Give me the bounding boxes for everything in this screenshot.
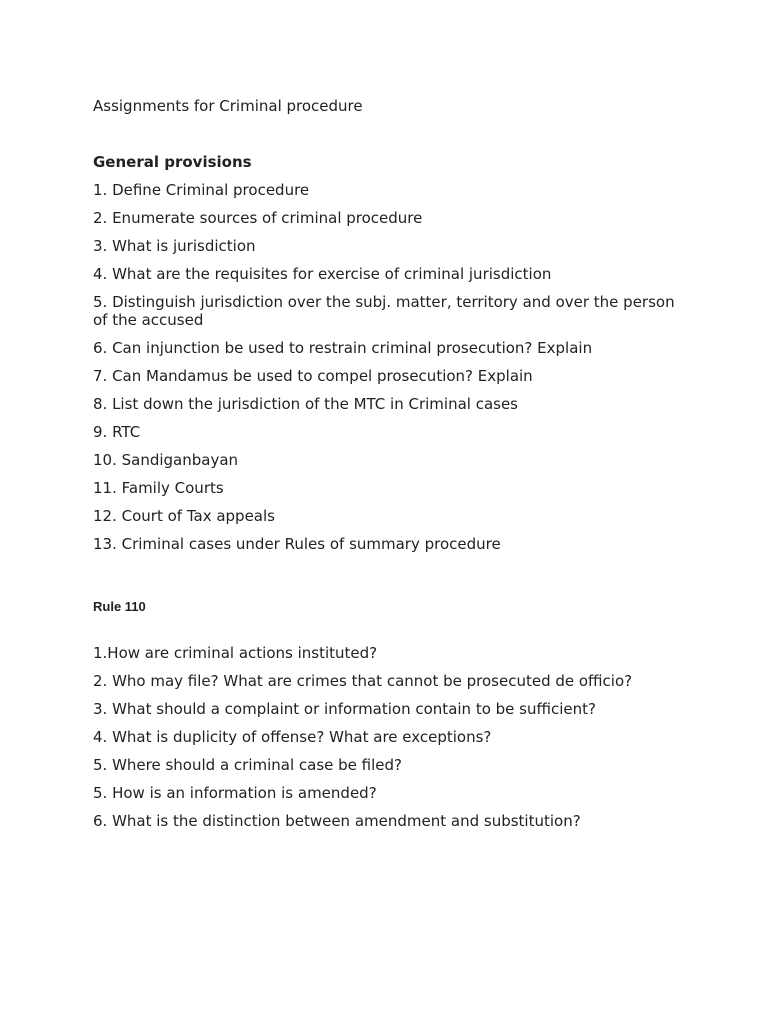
list-item: 6. What is the distinction between amendment and substitution?: [93, 812, 581, 830]
list-item: 4. What are the requisites for exercise of criminal jurisdiction: [93, 265, 552, 283]
document-title: Assignments for Criminal procedure: [93, 97, 363, 115]
list-item: 9. RTC: [93, 423, 141, 441]
list-item: 3. What should a complaint or information contain to be sufficient?: [93, 700, 596, 718]
section-heading-general-provisions: General provisions: [93, 153, 252, 171]
list-item: 13. Criminal cases under Rules of summary procedure: [93, 535, 501, 553]
list-item: 3. What is jurisdiction: [93, 237, 256, 255]
list-item: 11. Family Courts: [93, 479, 224, 497]
list-item: 4. What is duplicity of offense? What are exceptions?: [93, 728, 492, 746]
list-item: 5. Where should a criminal case be filed?: [93, 756, 402, 774]
rule-110-list: [93, 644, 693, 840]
list-item: 6. Can injunction be used to restrain criminal prosecution? Explain: [93, 339, 593, 357]
section-heading-rule-110: Rule 110: [93, 599, 146, 614]
general-provisions-list: [93, 181, 693, 563]
list-item: 2. Who may file? What are crimes that cannot be prosecuted de officio?: [93, 672, 633, 690]
list-item: 8. List down the jurisdiction of the MTC in Criminal cases: [93, 395, 518, 413]
list-item: 2. Enumerate sources of criminal procedure: [93, 209, 423, 227]
list-item: 1.How are criminal actions instituted?: [93, 644, 378, 662]
list-item: 10. Sandiganbayan: [93, 451, 239, 469]
list-item: 1. Define Criminal procedure: [93, 181, 310, 199]
list-item: 5. How is an information is amended?: [93, 784, 377, 802]
list-item: 7. Can Mandamus be used to compel prosecution? Explain: [93, 367, 533, 385]
list-item: 12. Court of Tax appeals: [93, 507, 275, 525]
list-item: 5. Distinguish jurisdiction over the subj. matter, territory and over the person of the accused: [93, 293, 675, 329]
